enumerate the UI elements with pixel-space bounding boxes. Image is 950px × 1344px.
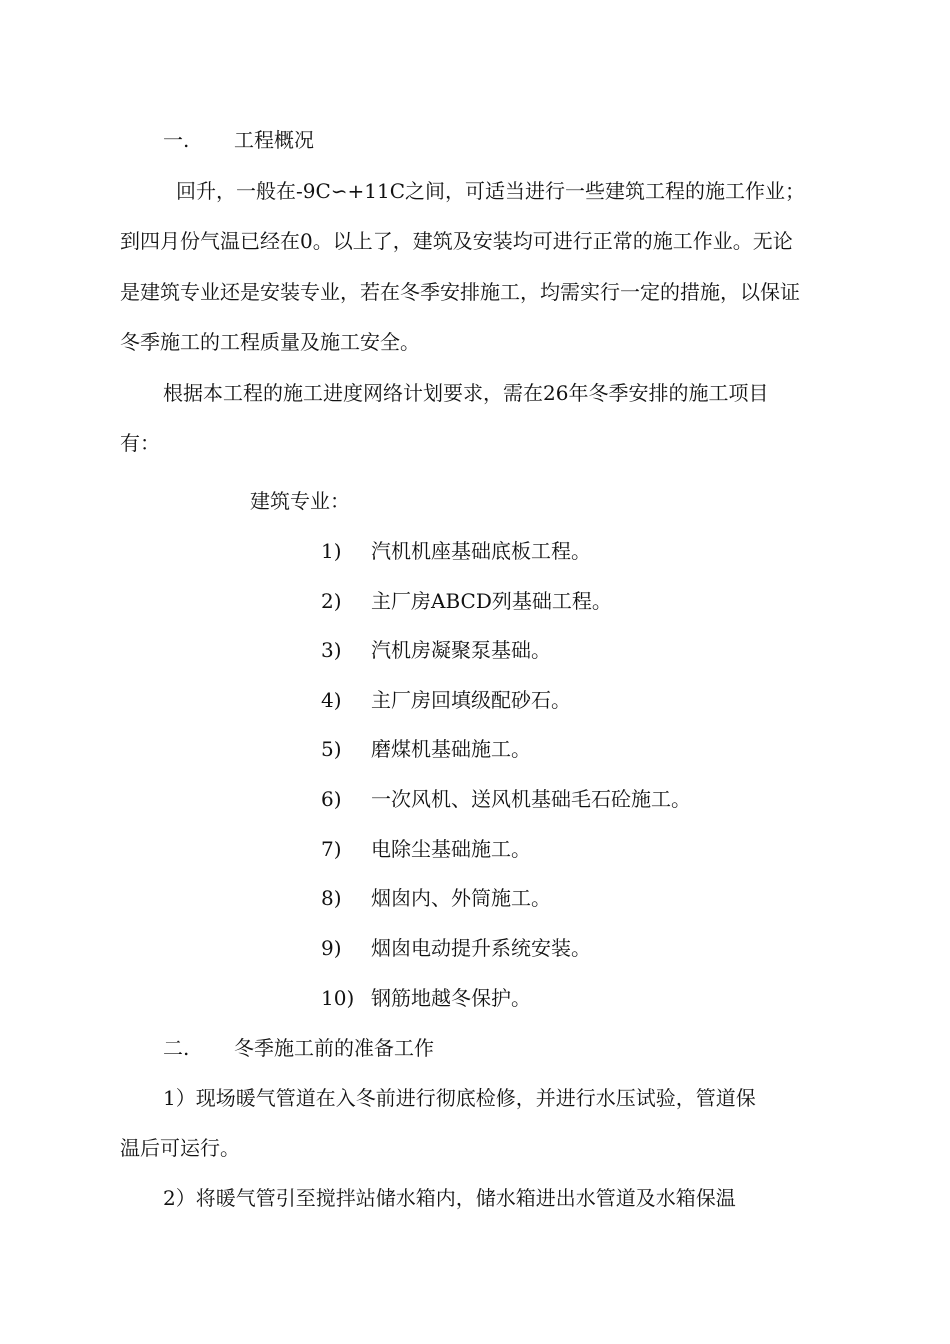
item-number: 10)	[321, 986, 355, 1010]
subheading-architecture: 建筑专业：	[250, 489, 350, 513]
item-number: 7)	[321, 837, 342, 861]
item-text: 一次风机、送风机基础毛石砼施工。	[371, 787, 691, 811]
item-number: 4)	[321, 688, 342, 712]
section-1-number: 一.	[163, 128, 190, 152]
item-number: 3)	[321, 638, 342, 662]
prep-step-1-line-1: 1）现场暖气管道在入冬前进行彻底检修，并进行水压试验，管道保	[163, 1086, 756, 1110]
item-text: 主厂房ABCD列基础工程。	[371, 589, 612, 613]
item-text: 主厂房回填级配砂石。	[371, 688, 571, 712]
item-number: 5)	[321, 737, 342, 761]
item-text: 汽机房凝聚泵基础。	[371, 638, 551, 662]
item-number: 2)	[321, 589, 342, 613]
paragraph-2-line-1: 根据本工程的施工进度网络计划要求，需在26年冬季安排的施工项目	[163, 381, 769, 405]
section-1-title: 工程概况	[234, 128, 314, 152]
item-number: 6)	[321, 787, 342, 811]
paragraph-1-line-2: 到四月份气温已经在0。以上了，建筑及安装均可进行正常的施工作业。无论	[120, 229, 793, 253]
paragraph-1-line-1: 回升，一般在-9C∽+11C之间，可适当进行一些建筑工程的施工作业；	[176, 179, 806, 203]
item-text: 电除尘基础施工。	[371, 837, 531, 861]
item-text: 烟囱内、外筒施工。	[371, 886, 551, 910]
item-text: 烟囱电动提升系统安装。	[371, 936, 591, 960]
item-number: 1)	[321, 539, 342, 563]
item-text: 钢筋地越冬保护。	[371, 986, 531, 1010]
paragraph-1-line-3: 是建筑专业还是安装专业，若在冬季安排施工，均需实行一定的措施，以保证	[120, 280, 800, 304]
paragraph-2-line-2: 有：	[120, 431, 160, 455]
prep-step-1-line-2: 温后可运行。	[120, 1136, 240, 1160]
paragraph-1-line-4: 冬季施工的工程质量及施工安全。	[120, 330, 420, 354]
section-2-title: 冬季施工前的准备工作	[234, 1036, 434, 1060]
item-number: 9)	[321, 936, 342, 960]
item-number: 8)	[321, 886, 342, 910]
item-text: 磨煤机基础施工。	[371, 737, 531, 761]
section-2-number: 二.	[163, 1036, 190, 1060]
prep-step-2-line-1: 2）将暖气管引至搅拌站储水箱内，储水箱进出水管道及水箱保温	[163, 1186, 736, 1210]
item-text: 汽机机座基础底板工程。	[371, 539, 591, 563]
